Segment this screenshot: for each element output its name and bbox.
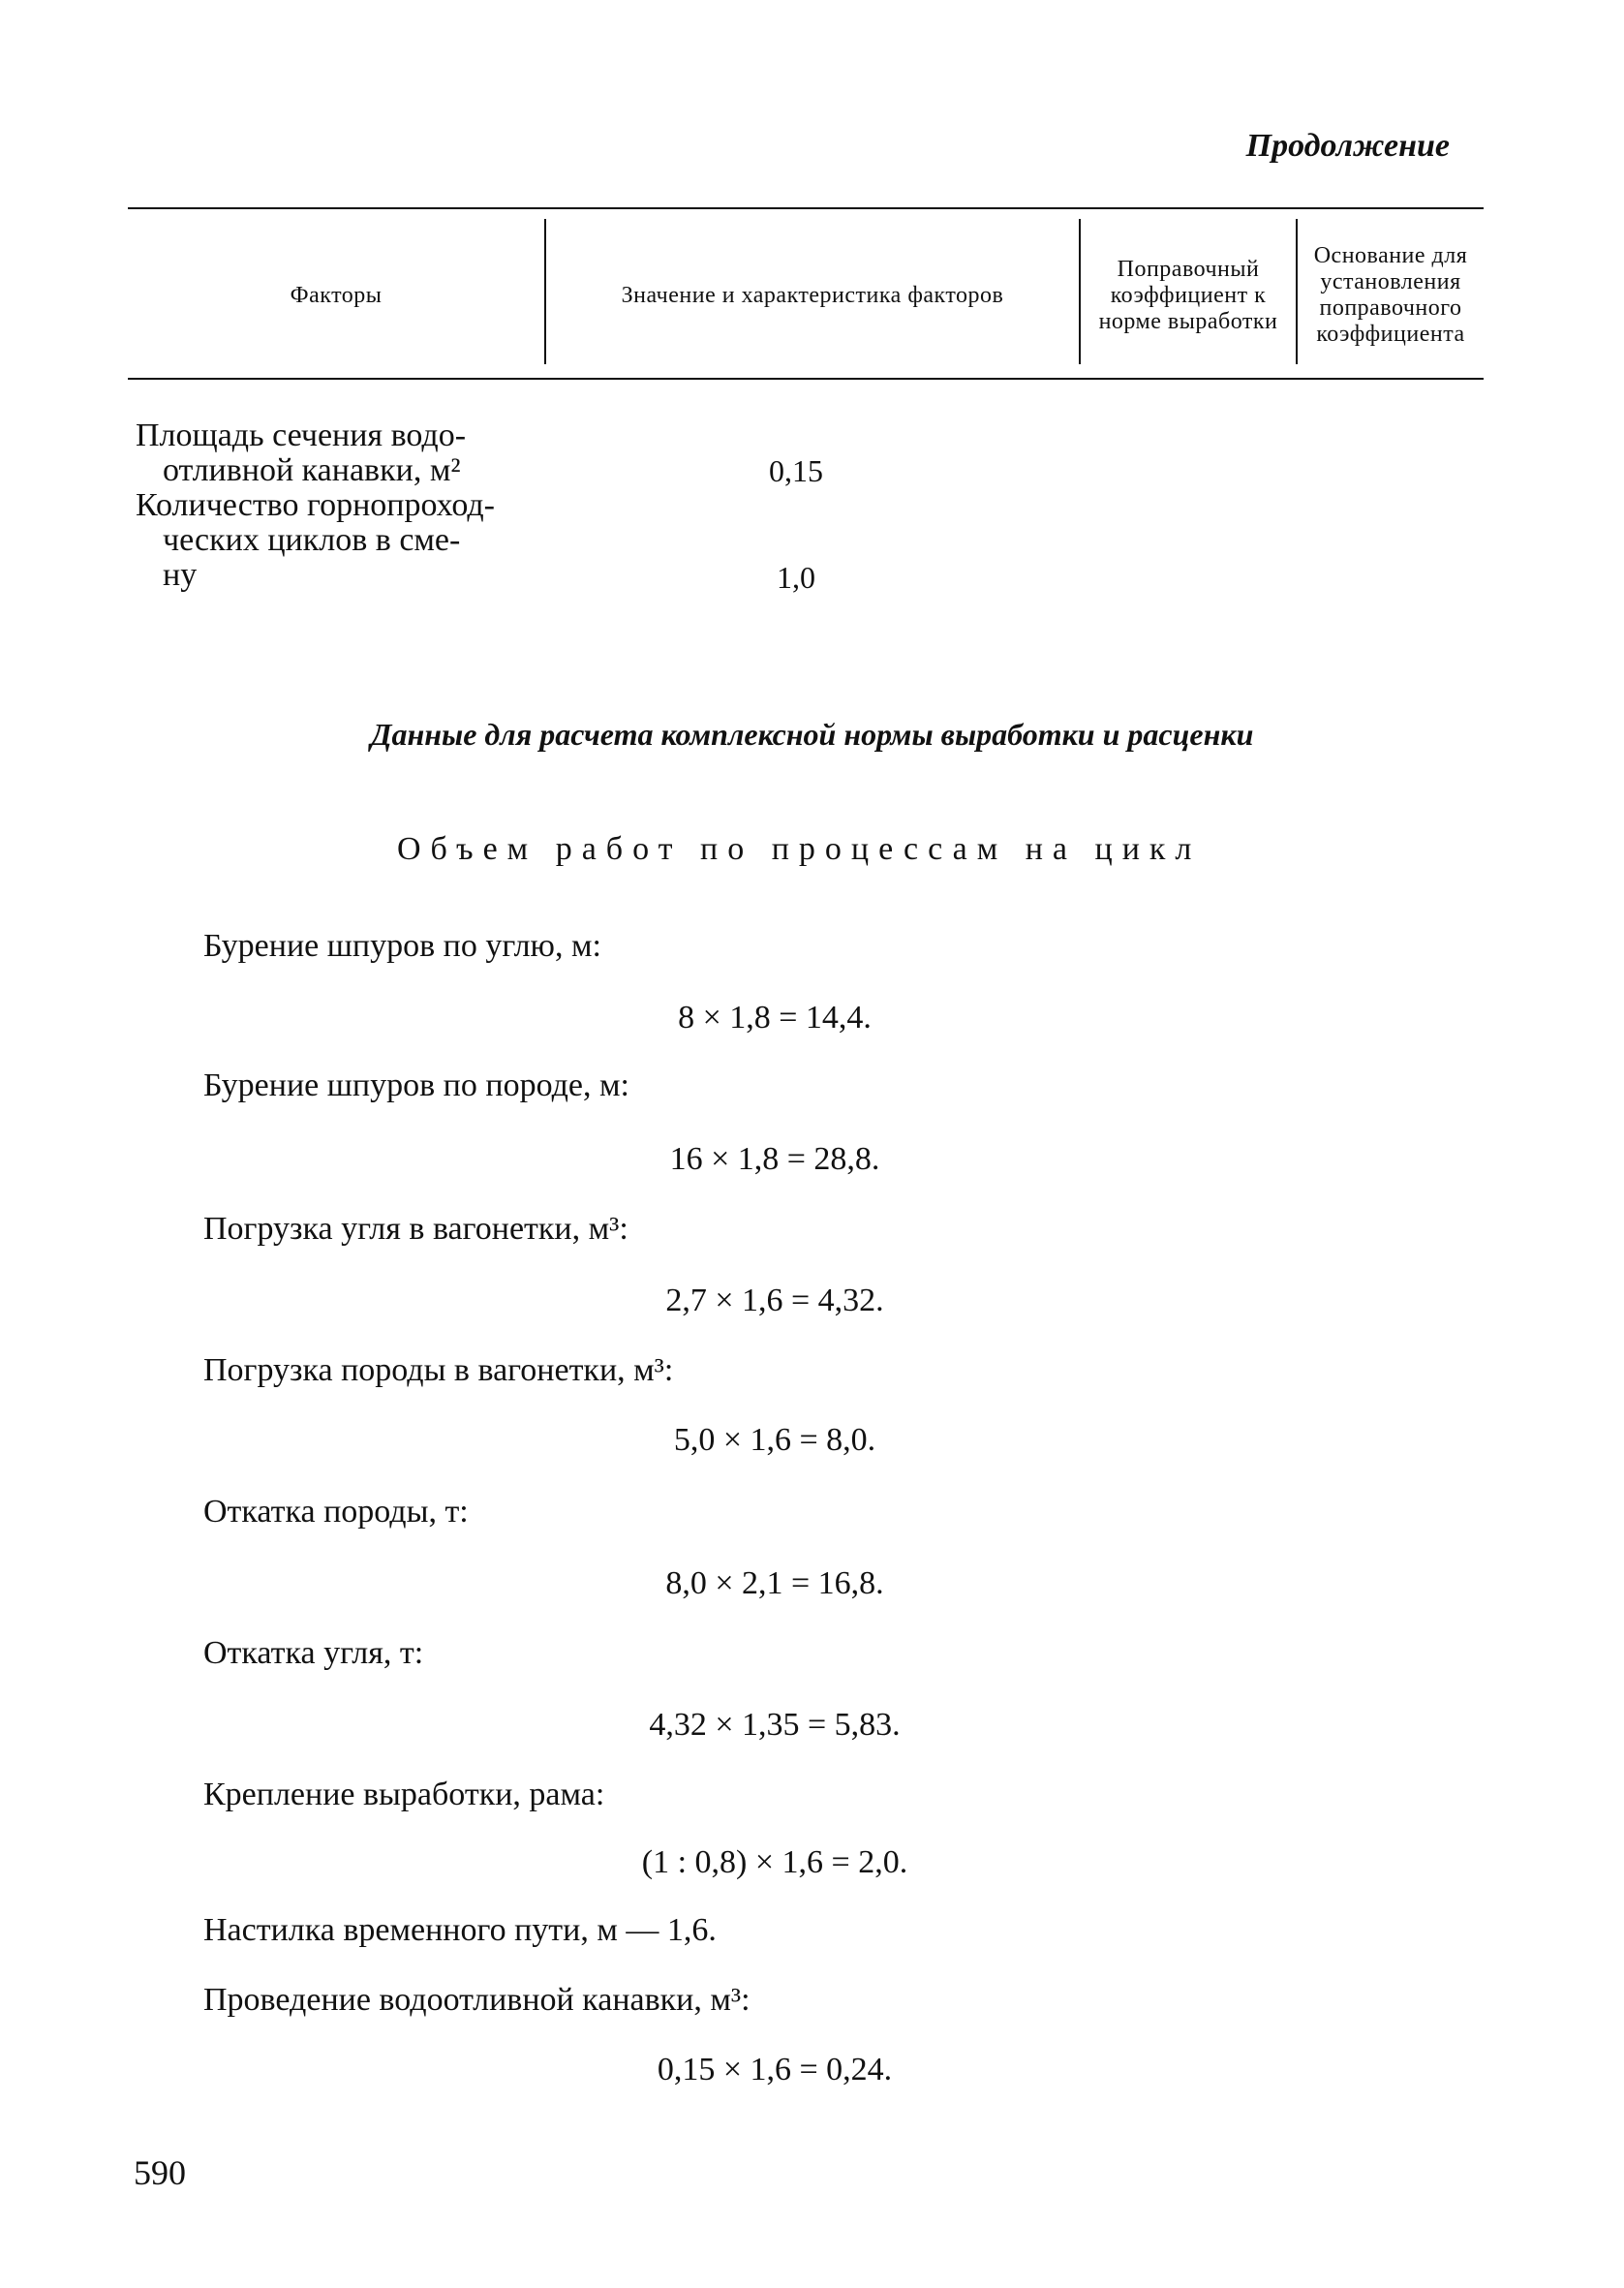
section-title: Данные для расчета комплексной нормы выработки и расценки xyxy=(370,717,1254,752)
process-formula: 8 × 1,8 = 14,4. xyxy=(678,1000,872,1036)
process-label: Крепление выработки, рама: xyxy=(203,1777,605,1812)
col-header-basis: Основание для установления поправочного коэффициента xyxy=(1313,243,1468,347)
process-formula: 2,7 × 1,6 = 4,32. xyxy=(665,1283,884,1318)
process-label: Настилка временного пути, м — 1,6. xyxy=(203,1912,717,1948)
factor-text: Количество горнопроход- xyxy=(136,487,495,523)
table-top-rule xyxy=(128,207,1484,209)
factor-text: ну xyxy=(163,557,198,593)
process-formula: (1 : 0,8) × 1,6 = 2,0. xyxy=(641,1844,908,1880)
table-header-rule xyxy=(128,378,1484,380)
process-label: Откатка угля, т: xyxy=(203,1635,424,1671)
table-row xyxy=(136,418,562,488)
process-label: Погрузка угля в вагонетки, м³: xyxy=(203,1211,628,1247)
process-formula: 5,0 × 1,6 = 8,0. xyxy=(673,1422,876,1458)
factor-text: отливной канавки, м² xyxy=(163,452,461,488)
process-formula: 4,32 × 1,35 = 5,83. xyxy=(649,1707,901,1743)
continuation-label: Продолжение xyxy=(1245,128,1450,164)
factor-value: 0,15 xyxy=(769,453,823,488)
col-header-factors: Факторы xyxy=(290,282,383,308)
process-label: Погрузка породы в вагонетки, м³: xyxy=(203,1352,674,1388)
process-formula: 0,15 × 1,6 = 0,24. xyxy=(657,2052,893,2087)
col-header-coefficient: Поправочный коэффициент к норме выработки xyxy=(1098,256,1278,334)
process-label: Проведение водоотливной канавки, м³: xyxy=(203,1982,751,2018)
col-header-value: Значение и характеристика факторов xyxy=(621,282,1004,308)
process-label: Бурение шпуров по углю, м: xyxy=(203,928,601,964)
process-formula: 8,0 × 2,1 = 16,8. xyxy=(665,1565,884,1601)
factor-value: 1,0 xyxy=(777,560,815,595)
process-label: Откатка породы, т: xyxy=(203,1494,469,1530)
factor-text: ческих циклов в сме- xyxy=(163,522,461,558)
factor-text: Площадь сечения водо- xyxy=(136,417,467,453)
table-row xyxy=(136,488,562,593)
section-subtitle: Объем работ по процессам на цикл xyxy=(397,831,1202,867)
process-formula: 16 × 1,8 = 28,8. xyxy=(669,1141,880,1177)
process-label: Бурение шпуров по породе, м: xyxy=(203,1067,629,1103)
page-number: 590 xyxy=(134,2153,186,2192)
